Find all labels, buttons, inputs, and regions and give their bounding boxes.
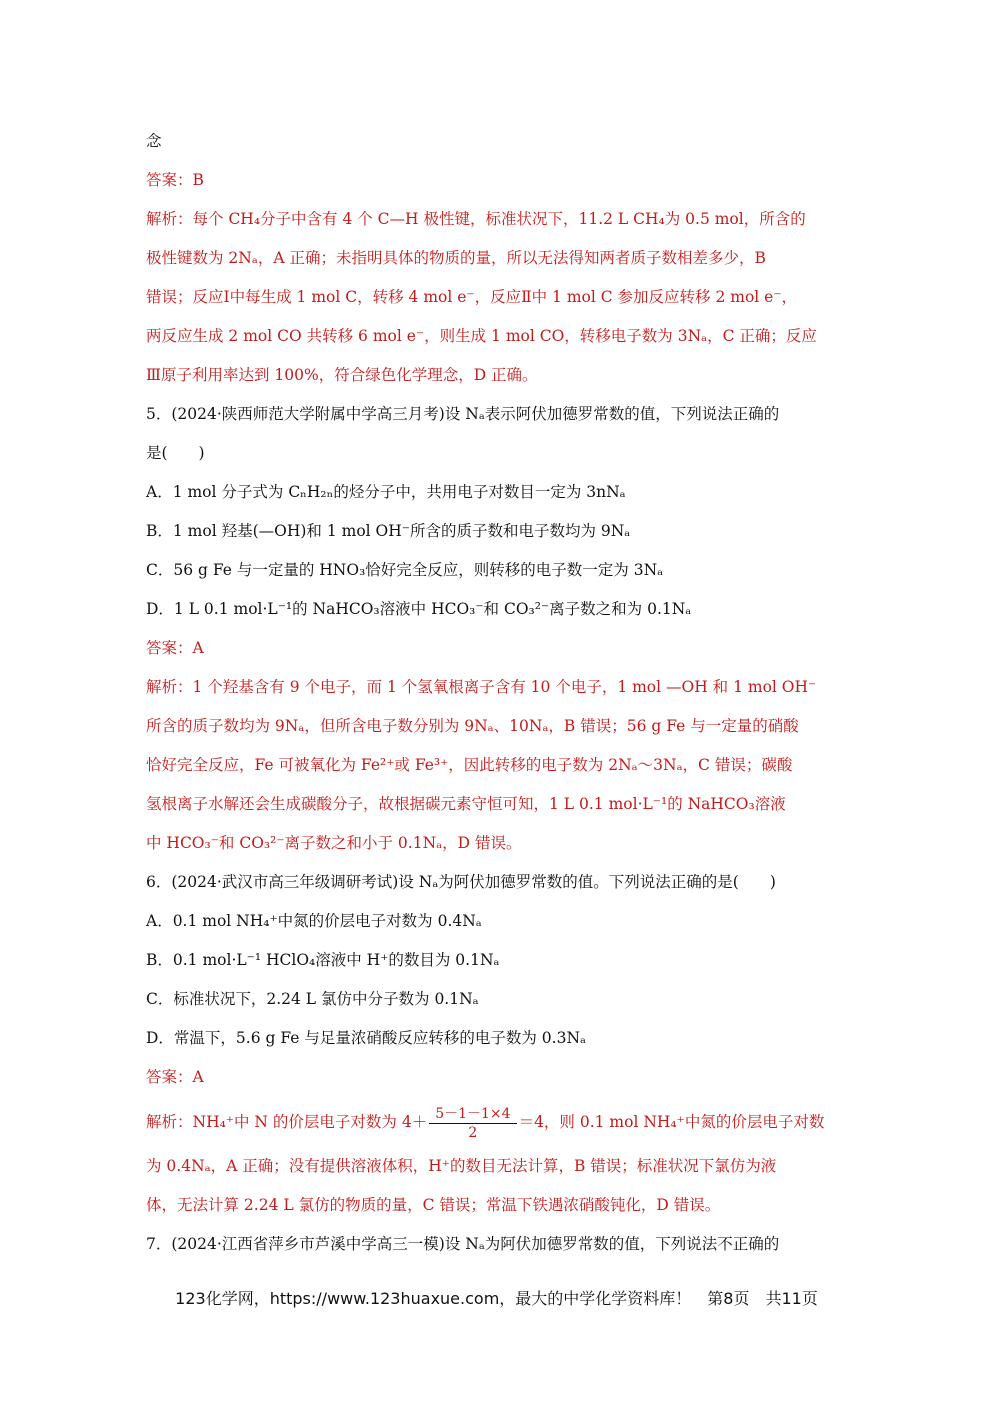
line-text: Ⅲ原子利用率达到 100%，符合绿色化学理念，D 正确。 xyxy=(146,366,538,384)
text-line xyxy=(146,122,846,161)
text-line xyxy=(146,1058,846,1097)
line-text: 所含的质子数均为 9Nₐ，但所含电子数分别为 9Nₐ、10Nₐ，B 错误；56 g Fe 与一定量的硝酸 xyxy=(146,717,799,735)
fraction-suffix-text: ＝4，则 0.1 mol NH₄⁺中氮的价层电子对数 xyxy=(518,1113,825,1131)
fraction xyxy=(429,1105,516,1142)
line-text: 氢根离子水解还会生成碳酸分子，故根据碳元素守恒可知，1 L 0.1 mol·L⁻¹的 NaHCO₃溶液 xyxy=(146,795,786,813)
line-text: 每个 CH₄分子中含有 4 个 C—H 极性键，标准状况下，11.2 L CH₄为 0.5 mol，所含的 xyxy=(192,210,806,228)
fraction-numerator: 5－1－1×4 xyxy=(429,1105,516,1124)
text-line xyxy=(146,707,846,746)
text-line xyxy=(146,590,846,629)
text-line xyxy=(146,824,846,863)
text-line xyxy=(146,629,846,668)
line-text: A xyxy=(192,1068,204,1086)
text-block-lower xyxy=(146,1147,846,1264)
text-line xyxy=(146,512,846,551)
line-text: 两反应生成 2 mol CO 共转移 6 mol e⁻，则生成 1 mol CO，转移电子数为 3Nₐ，C 正确；反应 xyxy=(146,327,817,345)
line-text: A．0.1 mol NH₄⁺中氮的价层电子对数为 0.4Nₐ xyxy=(146,912,482,930)
line-text: 为 0.4Nₐ，A 正确；没有提供溶液体积，H⁺的数目无法计算，B 错误；标准状况下氯仿为液 xyxy=(146,1157,777,1175)
line-label: 答案： xyxy=(146,1068,193,1086)
line-text: 恰好完全反应，Fe 可被氧化为 Fe²⁺或 Fe³⁺，因此转移的电子数为 2Nₐ～3Nₐ，C 错误；碳酸 xyxy=(146,756,793,774)
page-footer: 123化学网，https://www.123huaxue.com，最大的中学化学资料库！ 第8页 共11页 xyxy=(175,1289,818,1308)
analysis-label: 解析： xyxy=(146,1113,193,1131)
fraction-prefix-text: NH₄⁺中 N 的价层电子对数为 4＋ xyxy=(192,1113,428,1131)
text-line xyxy=(146,746,846,785)
text-line xyxy=(146,317,846,356)
fraction-denominator: 2 xyxy=(468,1124,478,1141)
line-text: 错误；反应Ⅰ中每生成 1 mol C，转移 4 mol e⁻，反应Ⅱ中 1 mol C 参加反应转移 2 mol e⁻， xyxy=(146,288,798,306)
line-label: 答案： xyxy=(146,171,193,189)
text-line xyxy=(146,1186,846,1225)
text-line xyxy=(146,278,846,317)
line-label: 答案： xyxy=(146,639,193,657)
line-text: 是( ) xyxy=(146,444,205,462)
text-line xyxy=(146,434,846,473)
text-line xyxy=(146,785,846,824)
page-content xyxy=(146,122,846,1264)
text-line xyxy=(146,668,846,707)
text-line xyxy=(146,980,846,1019)
line-text: 5．(2024·陕西师范大学附属中学高三月考)设 Nₐ表示阿伏加德罗常数的值，下列说法正确的 xyxy=(146,405,780,423)
line-text: A．1 mol 分子式为 CₙH₂ₙ的烃分子中，共用电子对数目一定为 3nNₐ xyxy=(146,483,626,501)
analysis-fraction-line xyxy=(146,1097,846,1147)
line-text: 6．(2024·武汉市高三年级调研考试)设 Nₐ为阿伏加德罗常数的值。下列说法正确的是( ) xyxy=(146,873,776,891)
text-line xyxy=(146,1225,846,1264)
text-line xyxy=(146,356,846,395)
line-text: D．1 L 0.1 mol·L⁻¹的 NaHCO₃溶液中 HCO₃⁻和 CO₃²⁻离子数之和为 0.1Nₐ xyxy=(146,600,692,618)
text-line xyxy=(146,1019,846,1058)
line-label: 解析： xyxy=(146,210,193,228)
line-text: B xyxy=(192,171,204,189)
line-text: 体，无法计算 2.24 L 氯仿的物质的量，C 错误；常温下铁遇浓硝酸钝化，D 错误。 xyxy=(146,1196,721,1214)
line-text: C．标准状况下，2.24 L 氯仿中分子数为 0.1Nₐ xyxy=(146,990,479,1008)
text-line xyxy=(146,902,846,941)
text-line xyxy=(146,941,846,980)
text-block-upper xyxy=(146,122,846,1097)
line-text: B．1 mol 羟基(—OH)和 1 mol OH⁻所含的质子数和电子数均为 9Nₐ xyxy=(146,522,631,540)
text-line xyxy=(146,551,846,590)
line-text: 1 个羟基含有 9 个电子，而 1 个氢氧根离子含有 10 个电子，1 mol —OH 和 1 mol OH⁻ xyxy=(192,678,817,696)
line-text: C．56 g Fe 与一定量的 HNO₃恰好完全反应，则转移的电子数一定为 3Nₐ xyxy=(146,561,664,579)
line-text: 念 xyxy=(146,132,162,150)
line-label: 解析： xyxy=(146,678,193,696)
text-line xyxy=(146,239,846,278)
line-text: 中 HCO₃⁻和 CO₃²⁻离子数之和小于 0.1Nₐ，D 错误。 xyxy=(146,834,522,852)
line-text: D．常温下，5.6 g Fe 与足量浓硝酸反应转移的电子数为 0.3Nₐ xyxy=(146,1029,586,1047)
line-text: B．0.1 mol·L⁻¹ HClO₄溶液中 H⁺的数目为 0.1Nₐ xyxy=(146,951,500,969)
line-text: A xyxy=(192,639,204,657)
text-line xyxy=(146,473,846,512)
text-line xyxy=(146,863,846,902)
text-line xyxy=(146,161,846,200)
text-line xyxy=(146,1147,846,1186)
text-line xyxy=(146,395,846,434)
text-line xyxy=(146,200,846,239)
line-text: 极性键数为 2Nₐ，A 正确；未指明具体的物质的量，所以无法得知两者质子数相差多少，B xyxy=(146,249,766,267)
line-text: 7．(2024·江西省萍乡市芦溪中学高三一模)设 Nₐ为阿伏加德罗常数的值，下列说法不正确的 xyxy=(146,1235,780,1253)
